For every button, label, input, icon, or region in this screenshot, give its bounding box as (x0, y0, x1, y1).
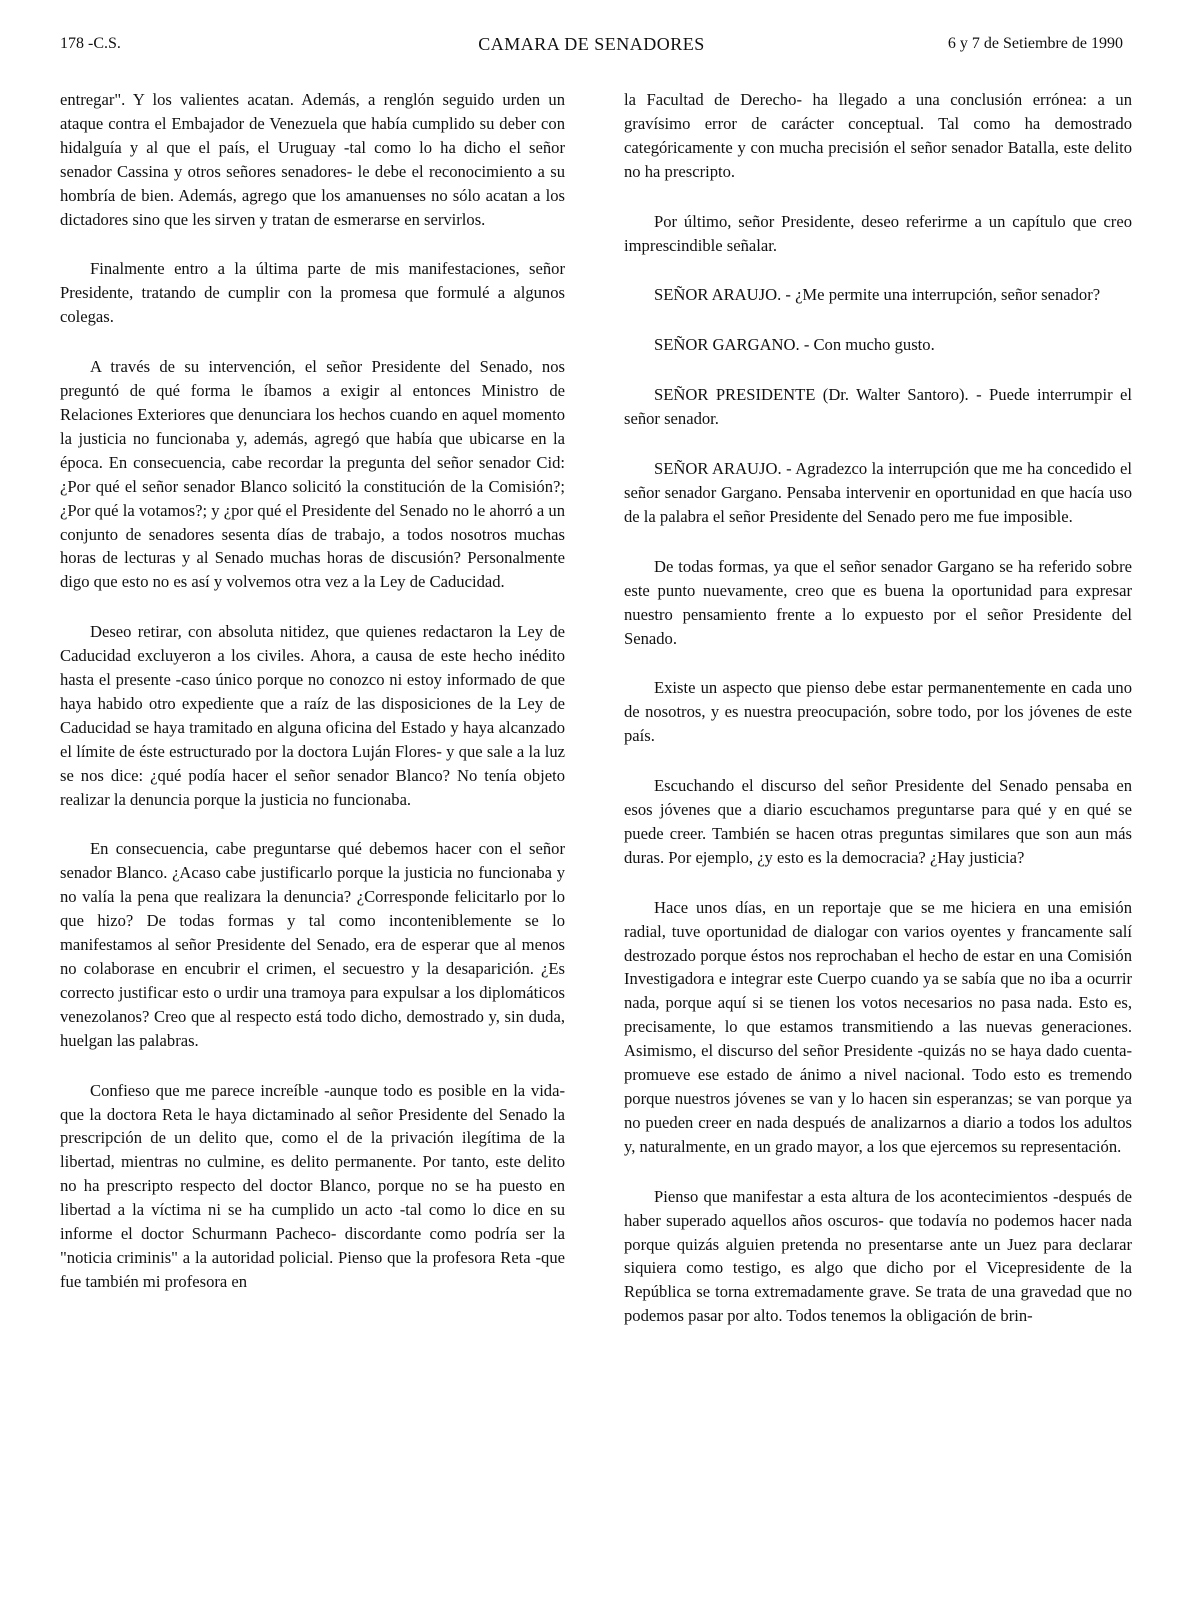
page-header (60, 34, 1123, 58)
session-date: 6 y 7 de Setiembre de 1990 (947, 35, 1123, 52)
chamber-title: CAMARA DE SENADORES (478, 34, 705, 54)
paragraph: la Facultad de Derecho- ha llegado a una conclusión errónea: a un gravísimo error de carácter conceptual. Tal como ha demostrado categóricamente y con mucha precisión el señor senador Batalla, este delito no ha prescripto. (624, 90, 1132, 181)
paragraph: Hace unos días, en un reportaje que se me hiciera en una emisión radial, tuve oportunidad de dialogar con varios oyentes y francamente salí destrozado porque éstos nos reprochaban el hecho de estar en una Comisión Investigadora e integrar este Cuerpo cuando ya se sabía que no iba a ocurrir nada, porque aquí si se tienen los votos necesarios no pasa nada. Esto es, precisamente, lo que estamos transmitiendo a las nuevas generaciones. Asimismo, el discurso del señor Presidente -quizás no se haya dado cuenta- promueve ese estado de ánimo a nivel nacional. Todo esto es tremendo porque nuestros jóvenes se van y lo hacen sin esperanzas; se van porque ya no pueden creer en nada después de analizarnos a diario a todos los adultos y, naturalmente, en un grado mayor, a los que ejercemos su representación. (624, 897, 1132, 1156)
paragraph: A través de su intervención, el señor Presidente del Senado, nos preguntó de qué forma le íbamos a exigir al entonces Ministro de Relaciones Exteriores que denunciara los hechos cuando en aquel momento la justicia no funcionaba y, además, agregó que había que ubicarse en la época. En consecuencia, cabe recordar la pregunta del señor senador Cid: ¿Por qué el señor senador Blanco solicitó la constitución de la Comisión?; ¿Por qué la votamos?; y ¿por qué el Presidente del Senado no le ahorró a un conjunto de senadores sesenta días de trabajo, a todos nosotros muchas horas de lecturas y al Senado muchas horas de discusión? Personalmente digo que esto no es así y volvemos otra vez a la Ley de Caducidad. (60, 357, 565, 592)
paragraph: Finalmente entro a la última parte de mis manifestaciones, señor Presidente, tratando de cumplir con la promesa que formulé a algunos colegas. (60, 259, 565, 327)
paragraph: De todas formas, ya que el señor senador Gargano se ha referido sobre este punto nuevamente, creo que es buena la oportunidad para expresar nuestro pensamiento frente a lo expuesto por el señor Presidente del Senado. (624, 556, 1132, 648)
paragraph: Escuchando el discurso del señor Presidente del Senado pensaba en esos jóvenes que a diario escuchamos preguntarse para qué y en qué se puede creer. También se hacen otras preguntas similares que son aun más duras. Por ejemplo, ¿y esto es la democracia? ¿Hay justicia? (624, 776, 1132, 867)
paragraph: Existe un aspecto que pienso debe estar permanentemente en cada uno de nosotros, y es nuestra preocupación, sobre todo, por los jóvenes de este país. (624, 678, 1132, 746)
speaker-paragraph: SEÑOR PRESIDENTE (Dr. Walter Santoro). - Puede interrumpir el señor senador. (624, 385, 1132, 429)
speaker-paragraph: SEÑOR ARAUJO. - Agradezco la interrupción que me ha concedido el señor senador Gargano. Pensaba intervenir en oportunidad en que hacía uso de la palabra el señor Presidente del Senado pero me fue imposible. (624, 459, 1132, 526)
paragraph: Deseo retirar, con absoluta nitidez, que quienes redactaron la Ley de Caducidad excluyeron a los civiles. Ahora, a causa de este hecho inédito hasta el presente -caso único porque no conozco ni estoy informado de que haya habido otro expediente que a raíz de las disposiciones de la Ley de Caducidad se haya tramitado en alguna oficina del Estado y haya alcanzado el límite de éste estructurado por la doctora Luján Flores- y que sale a la luz se nos dice: ¿qué podía hacer el señor senador Blanco? No tenía objeto realizar la denuncia porque la justicia no funcionaba. (60, 622, 565, 809)
speaker-paragraph: SEÑOR GARGANO. - Con mucho gusto. (654, 335, 935, 355)
left-column (60, 88, 565, 1294)
paragraph: Confieso que me parece increíble -aunque todo es posible en la vida- que la doctora Reta le haya dictaminado al señor Presidente del Senado la prescripción de un delito que, como el de la privación ilegítima de la libertad, mientras no culmine, es delito permanente. Por tanto, este delito no ha prescripto respecto del doctor Blanco, porque no se ha puesto en libertad a la víctima ni se ha cumplido un acto -tal como lo dice en su informe el doctor Schurmann Pacheco- discordante como podría ser la "noticia criminis" a la autoridad policial. Pienso que la profesora Reta -que fue también mi profesora en (60, 1080, 565, 1291)
paragraph: entregar". Y los valientes acatan. Además, a renglón seguido urden un ataque contra el Embajador de Venezuela que había cumplido su deber con hidalguía y al que el país, el Uruguay -tal como lo ha dicho el señor senador Cassina y otros señores senadores- le debe el reconocimiento a su hombría de bien. Además, agrego que los amanuenses no sólo acatan a los dictadores sino que les sirven y tratan de esmerarse en servirlos. (60, 90, 565, 229)
right-column (624, 88, 1132, 1328)
paragraph: En consecuencia, cabe preguntarse qué debemos hacer con el señor senador Blanco. ¿Acaso cabe justificarlo porque la justicia no funcionaba y no valía la pena que realizara la denuncia? ¿Corresponde felicitarlo por lo que hizo? De todas formas y tal como inconteniblemente se lo manifestamos al señor Presidente del Senado, era de esperar que al menos no colaborase en encubrir el crimen, el secuestro y la desaparición. ¿Es correcto justificar esto o urdir una tramoya para expulsar a los diplomáticos venezolanos? Creo que al respecto está todo dicho, demostrado y, sin duda, huelgan las palabras. (60, 839, 565, 1050)
paragraph: Pienso que manifestar a esta altura de los acontecimientos -después de haber superado aquellos años oscuros- que todavía no podemos hacer nada porque quizás alguien pretenda no presentarse ante un Juez para declarar siquiera como testigo, es algo que dicho por el Vicepresidente de la República se torna extremadamente grave. Se trata de una gravedad que no podemos pasar por alto. Todos tenemos la obligación de brin- (624, 1186, 1132, 1326)
page-reference: 178 -C.S. (60, 35, 121, 52)
paragraph: Por último, señor Presidente, deseo referirme a un capítulo que creo imprescindible señalar. (624, 211, 1132, 255)
speaker-paragraph: SEÑOR ARAUJO. - ¿Me permite una interrupción, señor senador? (654, 285, 1101, 305)
